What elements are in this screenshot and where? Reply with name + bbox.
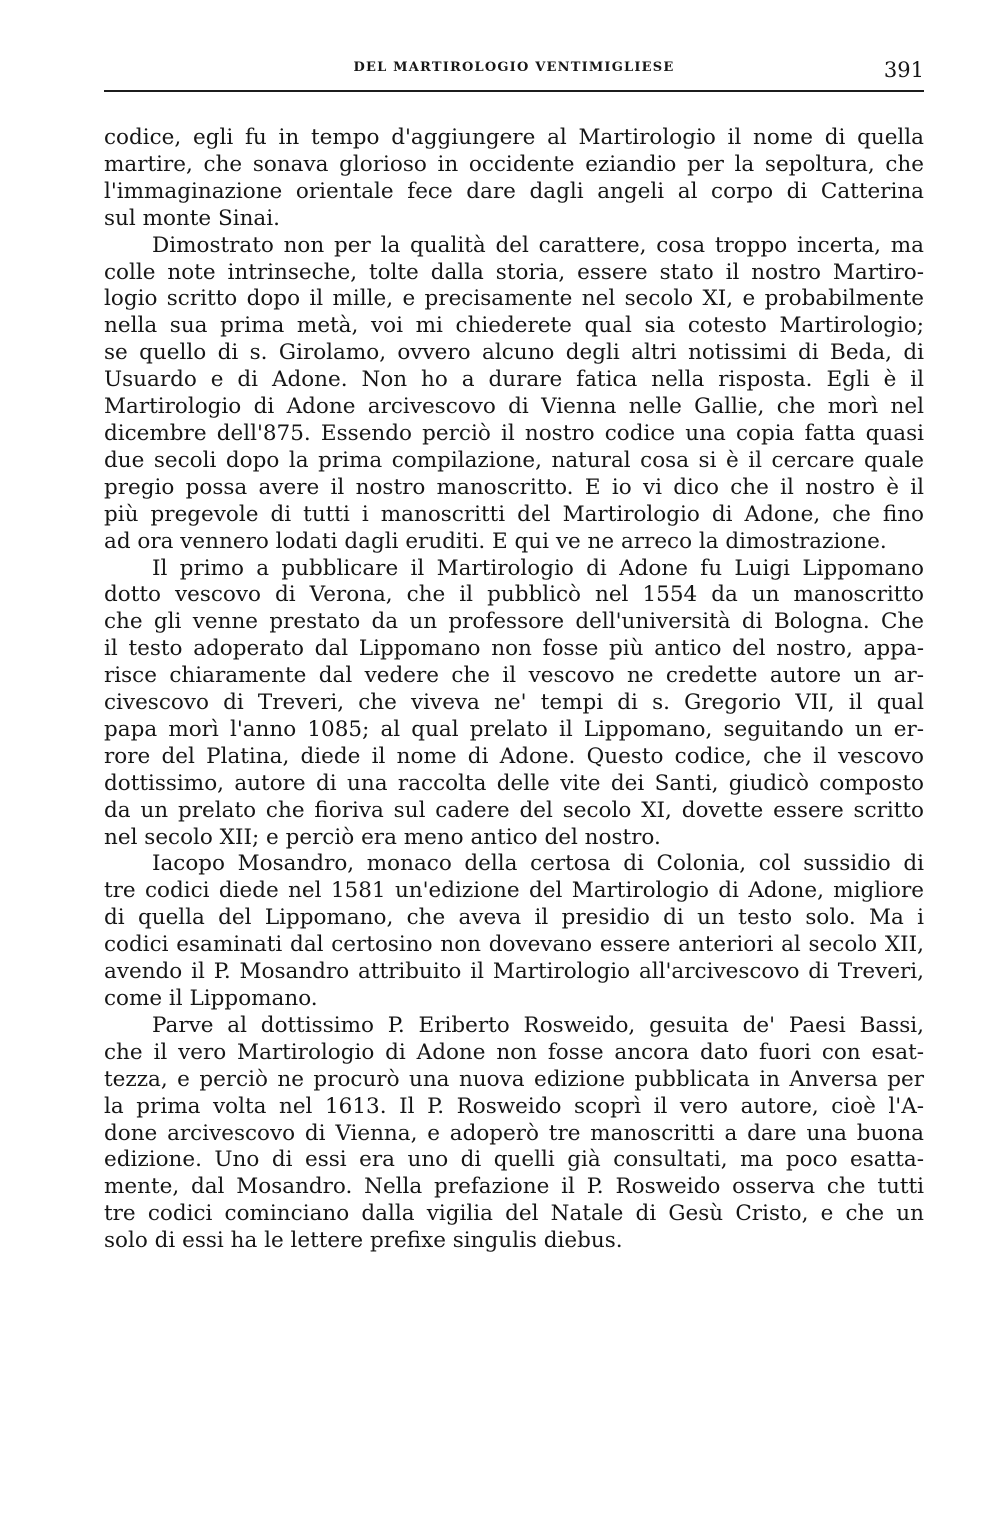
text-line: pregio possa avere il nostro manoscritto. E io vi dico che il nostro è il (104, 474, 924, 500)
text-line: se quello di s. Girolamo, ovvero alcuno degli altri notissimi di Beda, di (104, 340, 924, 366)
text-line: colle note intrinseche, tolte dalla storia, essere stato il nostro Martiro- (104, 259, 924, 285)
text-line: Dimostrato non per la qualità del carattere, cosa troppo incerta, ma (152, 232, 924, 258)
text-line: più pregevole di tutti i manoscritti del Martirologio di Adone, che fino (104, 501, 924, 527)
body-text (104, 125, 924, 1255)
text-line: nella sua prima metà, voi mi chiederete qual sia cotesto Martirologio; (104, 313, 924, 339)
text-line: dotto vescovo di Verona, che il pubblicò nel 1554 da un manoscritto (104, 582, 924, 608)
text-line: l'immaginazione orientale fece dare dagli angeli al corpo di Catterina (104, 178, 924, 204)
text-line: rore del Platina, diede il nome di Adone. Questo codice, che il vescovo (104, 743, 924, 769)
text-line: come il Lippomano. (104, 986, 318, 1011)
text-line: che gli venne prestato da un professore dell'università di Bologna. Che (104, 609, 924, 635)
text-line: done arcivescovo di Vienna, e adoperò tre manoscritti a dare una buona (104, 1120, 924, 1146)
text-line: codice, egli fu in tempo d'aggiungere al Martirologio il nome di quella (104, 125, 924, 150)
text-line: martire, che sonava glorioso in occidente eziandio per la sepoltura, che (104, 151, 924, 177)
text-line: Martirologio di Adone arcivescovo di Vienna nelle Gallie, che morì nel (104, 394, 924, 420)
text-line: ad ora vennero lodati dagli eruditi. E qui ve ne arreco la dimostrazione. (104, 528, 887, 554)
text-line: Iacopo Mosandro, monaco della certosa di Colonia, col sussidio di (152, 851, 924, 877)
paragraph (104, 556, 924, 852)
text-line: edizione. Uno di essi era uno di quelli già consultati, ma poco esatta- (104, 1147, 924, 1173)
text-line: codici esaminati dal certosino non dovevano essere anteriori al secolo XII, (104, 932, 924, 958)
paragraph (104, 125, 924, 233)
text-line: Il primo a pubblicare il Martirologio di Adone fu Luigi Lippomano (152, 555, 924, 581)
text-line: nel secolo XII; e perciò era meno antico del nostro. (104, 824, 661, 850)
paragraph (104, 1013, 924, 1255)
text-line: logio scritto dopo il mille, e precisamente nel secolo XI, e probabilmente (104, 286, 924, 312)
paragraph (104, 851, 924, 1012)
text-line: che il vero Martirologio di Adone non fosse ancora dato fuori con esat- (104, 1039, 924, 1065)
paragraph (104, 233, 924, 556)
text-line: papa morì l'anno 1085; al qual prelato il Lippomano, seguitando un er- (104, 716, 924, 742)
text-line: civescovo di Treveri, che viveva ne' tempi di s. Gregorio VII, il qual (104, 690, 924, 716)
text-line: avendo il P. Mosandro attribuito il Martirologio all'arcivescovo di Treveri, (104, 959, 924, 985)
text-line: sul monte Sinai. (104, 205, 280, 231)
text-line: da un prelato che fioriva sul cadere del secolo XI, dovette essere scritto (104, 797, 924, 823)
text-line: la prima volta nel 1613. Il P. Rosweido scoprì il vero autore, cioè l'A- (104, 1093, 924, 1119)
text-line: tre codici cominciano dalla vigilia del Natale di Gesù Cristo, e che un (104, 1201, 924, 1227)
text-line: dicembre dell'875. Essendo perciò il nostro codice una copia fatta quasi (104, 420, 924, 446)
text-line: il testo adoperato dal Lippomano non fosse più antico del nostro, appa- (104, 636, 924, 662)
text-line: solo di essi ha le lettere prefixe singulis diebus. (104, 1228, 623, 1254)
page-number: 391 (883, 58, 924, 82)
running-head (104, 58, 924, 84)
text-line: tezza, e perciò ne procurò una nuova edizione pubblicata in Anversa per (104, 1066, 924, 1092)
text-line: di quella del Lippomano, che aveva il presidio di un testo solo. Ma i (104, 905, 924, 931)
text-line: Parve al dottissimo P. Eriberto Rosweido, gesuita de' Paesi Bassi, (152, 1012, 924, 1038)
text-line: mente, dal Mosandro. Nella prefazione il P. Rosweido osserva che tutti (104, 1174, 924, 1200)
text-line: tre codici diede nel 1581 un'edizione del Martirologio di Adone, migliore (104, 878, 924, 904)
running-head-title: DEL MARTIROLOGIO VENTIMIGLIESE (353, 60, 675, 75)
text-line: Usuardo e di Adone. Non ho a durare fatica nella risposta. Egli è il (104, 367, 924, 393)
text-line: due secoli dopo la prima compilazione, natural cosa si è il cercare quale (104, 447, 924, 473)
text-line: dottissimo, autore di una raccolta delle vite dei Santi, giudicò composto (104, 770, 924, 796)
text-line: risce chiaramente dal vedere che il vescovo ne credette autore un ar- (104, 663, 924, 689)
header-rule (104, 90, 924, 92)
